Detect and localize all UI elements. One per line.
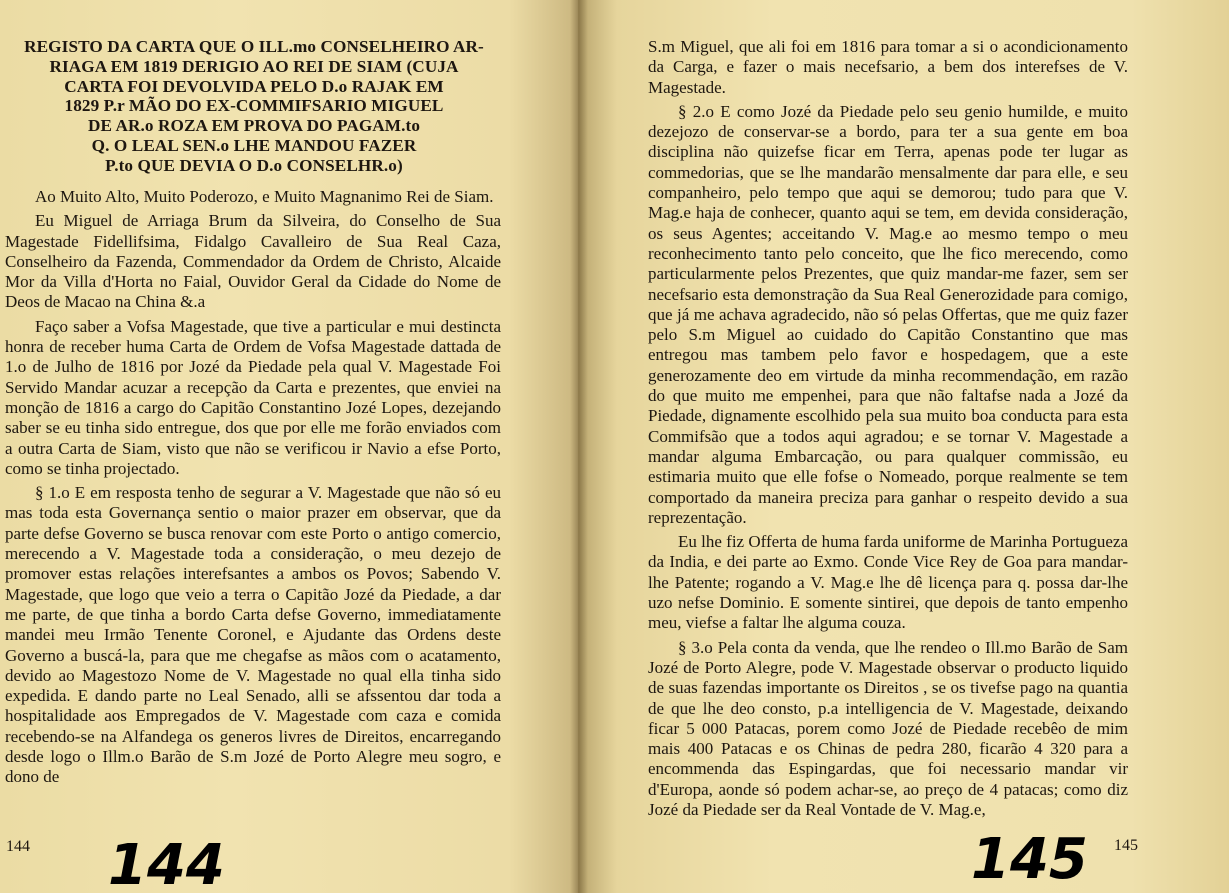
right-page: [578, 0, 1229, 893]
page-number-stamp: 145: [971, 827, 1088, 892]
title-line: RIAGA EM 1819 DERIGIO AO REI DE SIAM (CUJA: [49, 56, 459, 76]
title-line: REGISTO DA CARTA QUE O ILL.mo CONSELHEIRO AR-: [24, 37, 484, 56]
page-number: 145: [1114, 837, 1138, 854]
continued-paragraph: S.m Miguel, que ali foi em 1816 para tomar a si o acondicionamento da Carga, e fazer o mais necefsario, a bem dos interefses de V. Magestade.: [648, 37, 1128, 97]
page-number: 144: [6, 838, 30, 855]
section-paragraph: § 1.o E em resposta tenho de segurar a V. Magestade que não só eu mas toda esta Governança sentio o maior prazer em observar, que da parte defse Governo se busca renovar com este Porto o antigo comercio, merecendo a V. Magestade toda a consideração, o meu dezejo de promover estas relações interefsantes a ambos os Povos; Sabendo V. Magestade, que logo que veio a terra o Capitão Jozé da Piedade, a dar me parte, de que tinha a bordo Carta defse Governo, immediatamente mandei meu Irmão Tenente Coronel, e Ajudante das Ordens deste Governo a buscá-la, para que me chegafse as mãos com o acatamento, devido ao Magestozo Nome de V. Magestade no qual ella tinha sido expedida. E dando parte no Leal Senado, alli se afssentou dar toda a hospitalidade aos Empregados de V. Magestade com caza e comida recebendo-se na Alfandega os generos livres de Direitos, encarregando desde logo o Illm.o Barão de S.m Jozé de Porto Alegre meu sogro, e dono de: [5, 483, 501, 787]
document-title: [0, 37, 508, 176]
title-line: 1829 P.r MÃO DO EX-COMMIFSARIO MIGUEL: [64, 96, 444, 116]
body-paragraph: Eu Miguel de Arriaga Brum da Silveira, do Conselho de Sua Magestade Fidellifsima, Fidalgo Cavalleiro de Sua Real Caza, Conselheiro da Fazenda, Commendador da Ordem de Christo, Alcaide Mor da Villa d'Horta no Faial, Ouvidor Geral da Cidade do Nome de Deos de Macao na China &.a: [5, 211, 501, 312]
title-line: Q. O LEAL SEN.o LHE MANDOU FAZER: [91, 135, 417, 155]
salutation-paragraph: Ao Muito Alto, Muito Poderozo, e Muito Magnanimo Rei de Siam.: [35, 187, 494, 206]
title-line: P.to QUE DEVIA O D.o CONSELHR.o): [105, 155, 403, 175]
title-line: DE AR.o ROZA EM PROVA DO PAGAM.to: [87, 116, 421, 136]
body-paragraph: Faço saber a Vofsa Magestade, que tive a particular e mui destincta honra de receber huma Carta de Ordem de Vofsa Magestade dattada de 1.o de Julho de 1816 por Jozé da Piedade pela qual V. Magestade Foi Servido Mandar acuzar a recepção da Carta e prezentes, que enviei na monção de 1816 a cargo do Capitão Constantino Jozé Lopes, dezejando saber se eu tinha sido entregue, dos que por elle me forão enviados com a outra Carta de Siam, visto que não se verificou ir Navio a efse Porto, como se tinha projectado.: [5, 316, 501, 478]
book-gutter: [570, 0, 588, 893]
left-page: [0, 0, 578, 893]
body-paragraph: Eu lhe fiz Offerta de huma farda uniforme de Marinha Portugueza da India, e dei parte ao Exmo. Conde Vice Rey de Goa para mandar-lhe Patente; rogando a V. Mag.e lhe dê licença para q. possa dar-lhe uzo nefse Dominio. E somente sintirei, que depois de tanto empenho meu, viefse a faltar lhe alguma couza.: [648, 532, 1129, 633]
page-number-stamp: 144: [108, 833, 225, 893]
section-paragraph: § 3.o Pela conta da venda, que lhe rendeo o Ill.mo Barão de Sam Jozé de Porto Alegre, pode V. Magestade observar o producto liquido de suas fazendas importante os Direitos , se os tivefse pago na quantia de que lhe deo consto, p.a intelligencia de V. Magestade, deixando ficar 5 000 Patacas, porem como Jozé de Piedade recebêo de mim mais 400 Patacas e os Chinas de pedra 280, ficarão 4 320 para a encommenda das Espingardas, que foi necessario mandar vir d'Europa, aonde só podem achar-se, ao preço de 4 patacas; como diz Jozé da Piedade ser da Real Vontade de V. Mag.e,: [648, 637, 1128, 819]
left-page-body: [5, 187, 501, 792]
section-paragraph: § 2.o E como Jozé da Piedade pelo seu genio humilde, e muito dezejozo de conservar-se a bordo, para ter a sua gente em boa disciplina não quizefse ficar em Terra, apenas pode ter lugar as commedorias, que se lhe mandarão mensalmente dar para elle, e seu companheiro, pelo tempo que aqui se demorou; tudo para que V. Mag.e haja de conhecer, quanto aqui se tem, em devida consideração, os seus Agentes; acceitando V. Mag.e ao mesmo tempo o meu reconhecimento tanto pelo conceito, que lhe fico merecendo, como particularmente pelos Prezentes, que quiz mandar-me fazer, sem ser necefsario esta demonstração da Sua Real Generozidade para comigo, que já me achava agradecido, não só pelas Offertas, que me quiz fazer pelo S.m Miguel ao cuidado do Capitão Constantino que mas entregou mas tambem pelo favor e hospedagem, que a este generozamente deo em virtude da minha recommendação, em razão do que muito me empenhei, para que não faltafse nada a Jozé da Piedade, dignamente escolhido pela sua muito boa conducta para esta Commifsão que a todos aqui agradou; e se tornar V. Magestade a mandar alguma Embarcação, ou para qualquer commissão, eu estimaria muito que elle fofse o Nomeado, porque realmente se tem comportado da maneira preciza para ganhar o respeito devido a sua reprezentação.: [648, 101, 1128, 527]
right-page-body: [648, 37, 1128, 824]
title-line: CARTA FOI DEVOLVIDA PELO D.o RAJAK EM: [64, 76, 444, 96]
